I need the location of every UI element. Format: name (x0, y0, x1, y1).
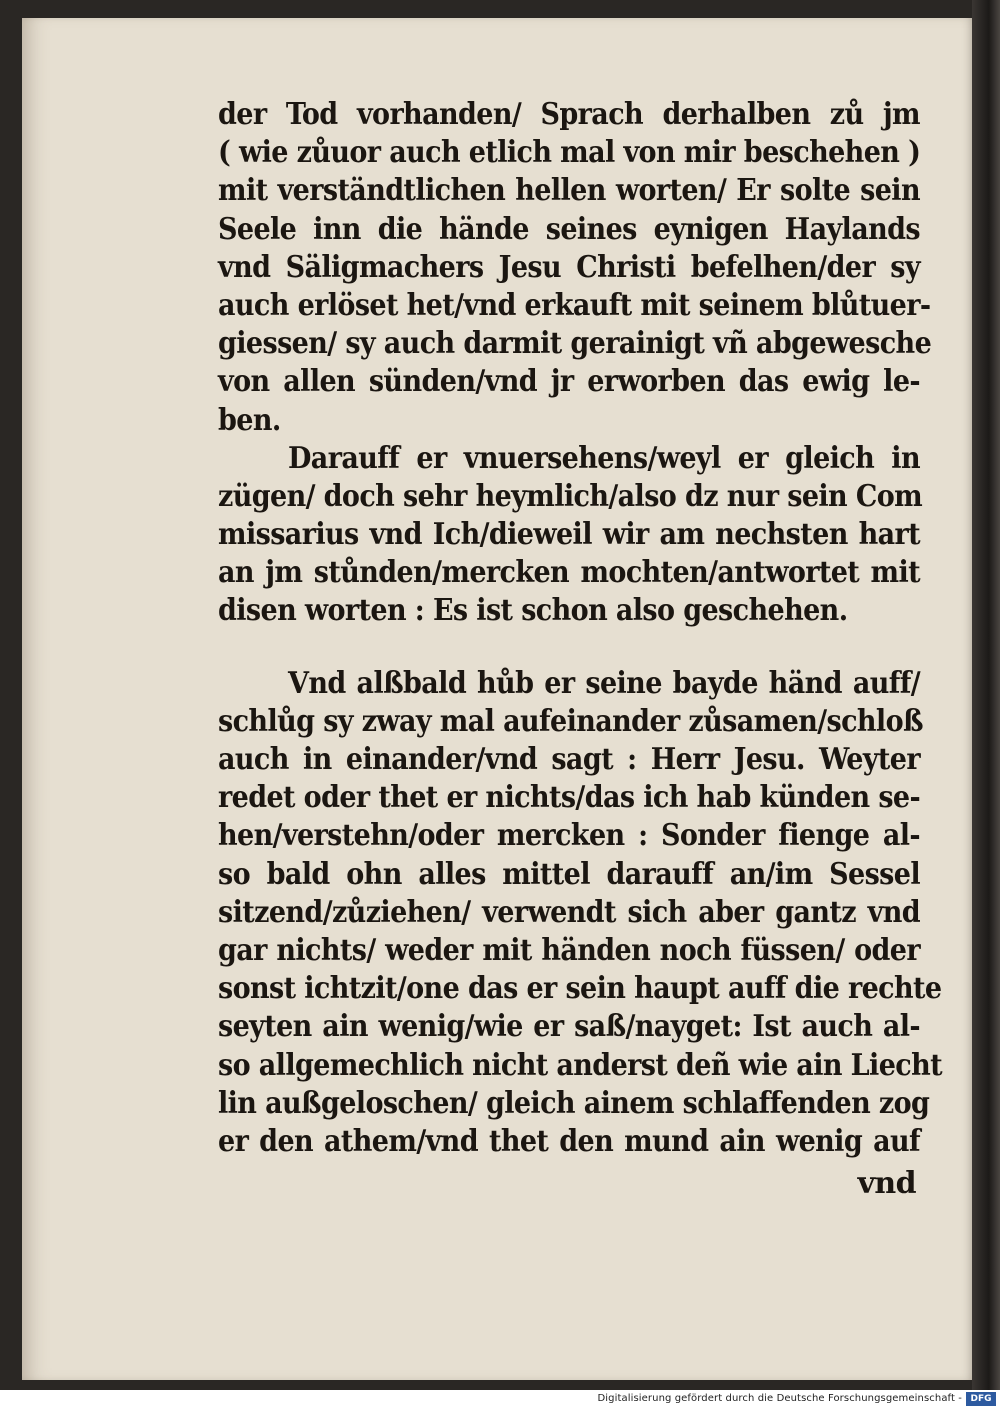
text-line: sitzend/zůziehen/ verwendt sich aber gantz vnd (218, 894, 920, 930)
body-text (218, 96, 942, 1161)
text-line: Seele inn die hände seines eynigen Haylands (218, 211, 920, 247)
text-line: seyten ain wenig/wie er saß/nayget: Ist auch al- (218, 1009, 920, 1045)
catchword: vnd (857, 1166, 916, 1201)
text-line: auch in einander/vnd sagt : Herr Jesu. Weyter (218, 742, 920, 777)
text-line: ben. (218, 402, 281, 438)
text-line: schlůg sy zway mal aufeinander zůsamen/schloß (218, 703, 923, 739)
text-line: auch erlöset het/vnd erkauft mit seinem blůtuer- (218, 287, 931, 323)
dfg-logo: DFG (966, 1392, 996, 1406)
text-line: vnd Säligmachers Jesu Christi befelhen/der sy (218, 249, 920, 285)
text-line: an jm stůnden/mercken mochten/antwortet mit (218, 555, 920, 591)
text-line: von allen sünden/vnd jr erworben das ewig le- (218, 364, 920, 400)
funding-credit: Digitalisierung gefördert durch die Deutsche Forschungsgemeinschaft - (597, 1393, 962, 1404)
paragraph-gap (218, 631, 920, 665)
text-line: Vnd alßbald hůb er seine bayde händ auff/ (288, 665, 920, 701)
text-line: zügen/ doch sehr heymlich/also dz nur sein Com (218, 478, 923, 514)
text-line: so allgemechlich nicht anderst deñ wie ain Liecht (218, 1047, 942, 1083)
text-line: der Tod vorhanden/ Sprach derhalben zů jm (218, 97, 920, 132)
text-line: ( wie zůuor auch etlich mal von mir beschehen ) (218, 135, 921, 171)
text-line: mit verständtlichen hellen worten/ Er solte sein (218, 173, 920, 209)
scan-edge (972, 0, 1000, 1390)
text-line: gar nichts/ weder mit händen noch füssen/ oder (218, 932, 920, 968)
text-line: hen/verstehn/oder mercken : Sonder fienge al- (218, 818, 920, 854)
text-line: Darauff er vnuersehens/weyl er gleich in (288, 440, 920, 476)
text-line: sonst ichtzit/one das er sein haupt auff die rechte (218, 971, 942, 1007)
text-line: missarius vnd Ich/dieweil wir am nechsten hart (218, 517, 920, 553)
text-line: lin außgeloschen/ gleich ainem schlaffenden zog (218, 1085, 930, 1121)
text-line: disen worten : Es ist schon also geschehen. (218, 593, 848, 629)
text-line: giessen/ sy auch darmit gerainigt vñ abgewesche (218, 326, 932, 362)
text-line: redet oder thet er nichts/das ich hab künden se- (218, 780, 921, 816)
text-line: so bald ohn alles mittel darauff an/im Sessel (218, 856, 920, 892)
text-line: er den athem/vnd thet den mund ain wenig auf (218, 1123, 920, 1159)
